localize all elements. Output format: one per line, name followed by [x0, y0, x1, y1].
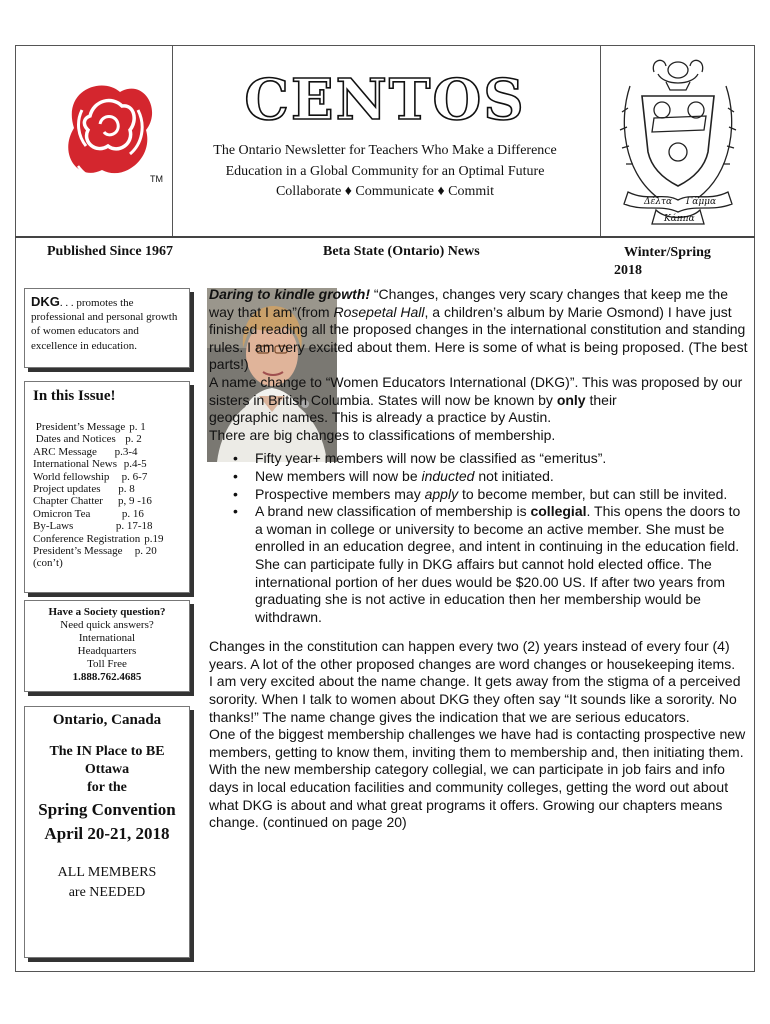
issue-contents-list	[33, 421, 181, 570]
issue-list-item	[33, 533, 181, 545]
dkg-mission-text: . . . promotes the professional and personal growth of women educators and excellence in education.	[31, 297, 178, 352]
rose-logo	[42, 70, 172, 195]
article-classifications: There are big changes to classifications of membership.	[209, 426, 556, 443]
tagline-line-2: Education in a Global Community for an Optimal Future	[225, 163, 545, 179]
article-lead-heading: Daring to kindle growth!	[209, 286, 370, 302]
tagline-line-3: Collaborate ♦ Communicate ♦ Commit	[275, 184, 495, 199]
issue-item-page: p. 16	[94, 507, 144, 520]
event-dates: April 20-21, 2018	[44, 824, 170, 843]
issue-list-item	[33, 433, 181, 445]
list-item: • New members will now be inducted not initiated.	[255, 468, 749, 486]
article-name-change: A name change to “Women Educators International (DKG)”. This was proposed by our sisters in British Columbia. States will now be known by only their	[209, 373, 743, 408]
issue-list-item	[33, 471, 181, 483]
header-divider-right	[600, 45, 601, 236]
issue-item-page: p. 2	[119, 433, 142, 446]
issue-list-item	[33, 458, 181, 470]
issue-item-title: World fellowship	[33, 470, 110, 483]
list-item: • Prospective members may apply to become member, but can still be invited.	[255, 486, 749, 504]
issue-list-item	[33, 520, 181, 532]
issue-item-page: p. 20	[126, 545, 157, 558]
article-paragraph-membership: One of the biggest membership challenges we have had is contacting prospective new members, getting to know them, inviting them to membership and, then initiating them. With the new membership category collegial, we can participate in job fairs and info days in local education facilities and community colleges, getting the word out about what DKG is about and what great programs it offers. Growing our chapters means change. (continued on page 20)	[209, 726, 746, 831]
issue-season: Winter/Spring	[624, 245, 711, 260]
issue-item-title: Project updates	[33, 483, 101, 496]
issue-year: 2018	[614, 263, 642, 278]
society-question-box	[24, 600, 190, 692]
issue-item-page: p, 9 -16	[106, 495, 152, 508]
crest-word-delta: Δέλτα	[644, 197, 673, 207]
issue-list-item	[33, 421, 181, 433]
question-line-1: Need quick answers?	[60, 619, 154, 631]
main-article	[209, 286, 749, 832]
issue-item-title: Omicron Tea	[33, 507, 91, 520]
society-crest	[608, 52, 748, 232]
issue-item-title: International News	[33, 458, 117, 471]
question-title: Have a Society question?	[48, 606, 166, 618]
issue-item-title: Dates and Notices	[33, 433, 116, 446]
article-paragraph-constitution: Changes in the constitution can happen every two (2) years instead of every four (4) years. A lot of the other proposed changes are word changes or housekeeping items.	[209, 638, 736, 672]
question-line-2: International	[78, 632, 136, 644]
article-geo-names: geographic names. This is already a practice by Austin.	[209, 409, 552, 426]
event-line-1: The IN Place to BE	[49, 744, 165, 759]
crest-word-gamma: Γάμμα	[686, 197, 717, 207]
issue-list-item	[33, 446, 181, 458]
article-paragraph-name-change: I am very excited about the name change. It gets away from the stigma of a perceived sorority. When I talk to women about DKG they often say “It sounds like a sorority. No thanks!” The name change gives the indication that we are serious educators.	[209, 673, 741, 725]
issue-list-item	[33, 557, 181, 569]
issue-item-title: President’s Message	[33, 421, 126, 433]
issue-list-item	[33, 508, 181, 520]
dkg-mission-box	[24, 288, 190, 368]
toll-free-phone[interactable]: 1.888.762.4685	[72, 671, 142, 683]
question-line-3: Headquarters	[77, 645, 137, 657]
membership-changes-list	[209, 450, 749, 626]
issue-item-page: p. 8	[104, 483, 135, 496]
dkg-lead: DKG	[31, 294, 60, 309]
issue-item-page: p.19	[144, 532, 164, 545]
in-this-issue-box	[24, 381, 190, 593]
list-item: • A brand new classification of membership is collegial. This opens the doors to a woman in college or university to become an active member. She must be enrolled in an education degree, and intent in continuing in the education field. She can participate fully in DKG affairs but cannot hold elected office. The international portion of her dues would be $20.00 US. If after two years from graduating she is not active in education then her membership would be withdrawn.	[255, 503, 749, 626]
issue-item-title: ARC Message	[33, 445, 97, 458]
header-rule	[15, 236, 755, 238]
issue-item-title: President’s Message	[33, 545, 123, 558]
section-label: Beta State (Ontario) News	[323, 244, 480, 259]
issue-item-page: p. 17-18	[77, 520, 153, 533]
issue-item-page: p.3-4	[100, 445, 138, 458]
question-line-4: Toll Free	[87, 658, 127, 670]
issue-item-title: (con’t)	[33, 557, 63, 570]
event-name: Spring Convention	[38, 800, 176, 819]
trademark-mark: TM	[150, 174, 163, 184]
issue-box-title: In this Issue!	[33, 388, 116, 404]
event-line-2: Ottawa	[84, 762, 130, 777]
issue-item-page: p. 1	[129, 421, 146, 433]
published-since: Published Since 1967	[47, 244, 174, 259]
event-line-7: are NEEDED	[68, 885, 146, 900]
issue-item-title: Chapter Chatter	[33, 495, 103, 508]
crest-word-kappa: Κάππα	[664, 214, 695, 224]
issue-date	[614, 244, 711, 280]
masthead-tagline	[175, 141, 595, 203]
event-call	[29, 863, 185, 903]
newsletter-title: CENTOS	[244, 67, 526, 133]
issue-list-item	[33, 545, 181, 557]
event-line-6: ALL MEMBERS	[57, 865, 157, 880]
convention-box	[24, 706, 190, 958]
article-lead: Daring to kindle growth! “Changes, changes very scary changes that keep me the way that I am”(from Rosepetal Hall, a children’s album by Marie Osmond) I have just finished reading all the proposed changes in the international constitution and standing rules. I am very excited about them. Here is some of what is being proposed. (The best parts!)	[209, 286, 748, 373]
tagline-line-1: The Ontario Newsletter for Teachers Who Make a Difference	[213, 143, 557, 158]
header-divider-left	[172, 45, 173, 236]
issue-list-item	[33, 483, 181, 495]
issue-item-title: By-Laws	[33, 520, 74, 533]
issue-item-page: p.4-5	[121, 458, 147, 471]
issue-item-page: p. 6-7	[113, 470, 148, 483]
event-line-3: for the	[87, 780, 127, 795]
issue-list-item	[33, 495, 181, 507]
issue-item-title: Conference Registration	[33, 532, 141, 545]
event-place: Ontario, Canada	[52, 712, 162, 728]
list-item: • Fifty year+ members will now be classified as “emeritus”.	[255, 450, 749, 468]
